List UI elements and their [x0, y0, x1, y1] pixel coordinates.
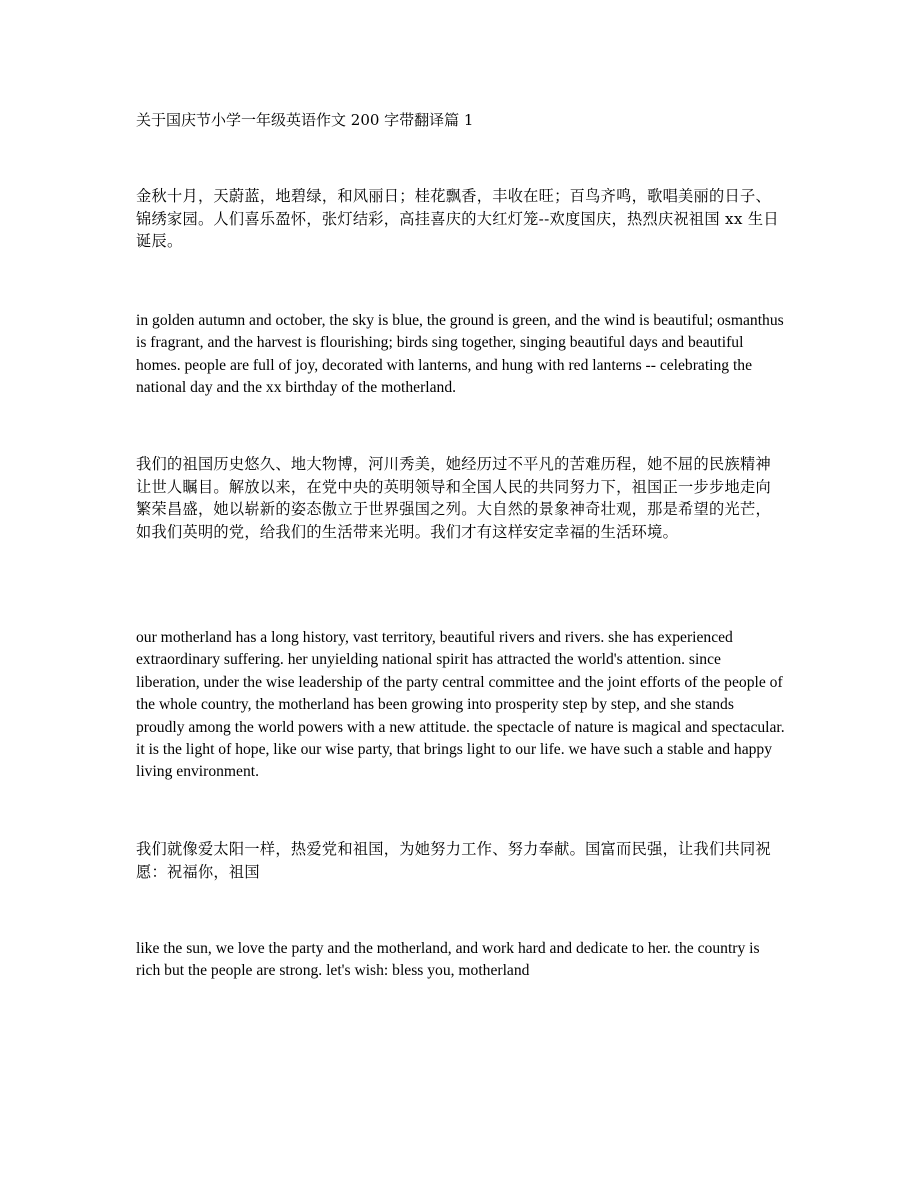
document-title: 关于国庆节小学一年级英语作文 200 字带翻译篇 1	[136, 111, 474, 129]
paragraph-en-3: like the sun, we love the party and the motherland, and work hard and dedicate to her. the country is rich but the people are strong. let's wish: bless you, motherland	[136, 940, 760, 980]
paragraph-en-2: our motherland has a long history, vast territory, beautiful rivers and rivers. she has experienced extraordinary suffering. her unyielding national spirit has attracted the world's attention. since liberation, under the wise leadership of the party central committee and the joint efforts of the people of the whole country, the motherland has been growing into prosperity step by step, and she stands proudly among the world powers with a new attitude. the spectacle of nature is magical and spectacular. it is the light of hope, like our wise party, that brings light to our life. we have such a stable and happy living environment.	[136, 629, 785, 781]
paragraph-zh-1: 金秋十月，天蔚蓝，地碧绿，和风丽日；桂花飘香，丰收在旺；百鸟齐鸣，歌唱美丽的日子、锦绣家园。人们喜乐盈怀，张灯结彩，高挂喜庆的大红灯笼--欢度国庆，热烈庆祝祖国 xx 生日诞辰。	[136, 187, 779, 250]
paragraph-zh-3: 我们就像爱太阳一样，热爱党和祖国，为她努力工作、努力奉献。国富而民强，让我们共同祝愿：祝福你，祖国	[136, 840, 771, 881]
paragraph-en-1: in golden autumn and october, the sky is blue, the ground is green, and the wind is beautiful; osmanthus is fragrant, and the harvest is flourishing; birds sing together, singing beautiful days and beautiful homes. people are full of joy, decorated with lanterns, and hung with red lanterns -- celebrating the national day and the xx birthday of the motherland.	[136, 312, 784, 397]
paragraph-zh-2: 我们的祖国历史悠久、地大物博，河川秀美，她经历过不平凡的苦难历程，她不屈的民族精神让世人瞩目。解放以来，在党中央的英明领导和全国人民的共同努力下，祖国正一步步地走向繁荣昌盛，她以崭新的姿态傲立于世界强国之列。大自然的景象神奇壮观，那是希望的光芒，如我们英明的党，给我们的生活带来光明。我们才有这样安定幸福的生活环境。	[136, 455, 771, 541]
